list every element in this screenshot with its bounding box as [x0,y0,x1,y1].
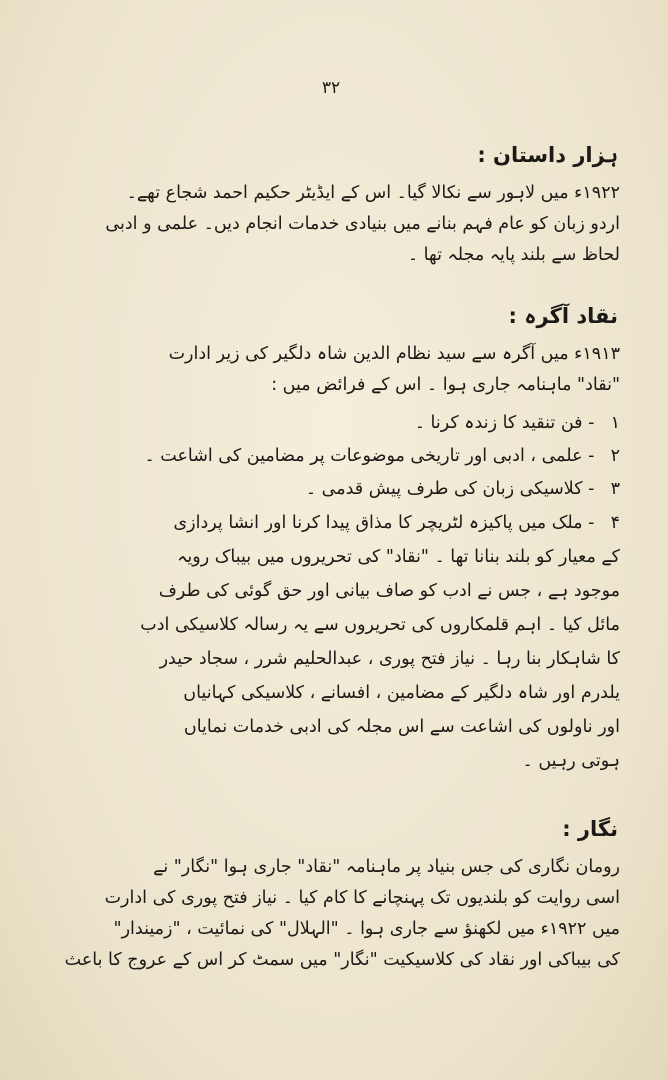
list-text: کلاسیکی زبان کی طرف پیش قدمی ۔ [305,479,583,499]
text-line: یلدرم اور شاہ دلگیر کے مضامین ، افسانے ، کلاسیکی کہانیاں [183,683,620,703]
list-number: ۱ [610,413,620,433]
list-number: ۳ [610,479,620,499]
list-text: علمی ، ادبی اور تاریخی موضوعات پر مضامین کی اشاعت ۔ [144,446,583,466]
text-line: مائل کیا ۔ اہم قلمکاروں کی تحریروں سے یہ رسالہ کلاسیکی ادب [140,615,620,635]
section-heading: ہزار داستان : [477,143,618,167]
list-number: ۲ [610,446,620,466]
section-nigar [42,814,620,976]
text-line: ۱۹۱۳ء میں آگرہ سے سید نظام الدین شاہ دلگیر کی زیر ادارت [168,344,620,364]
list-text: فن تنقید کا زندہ کرنا ۔ [414,413,583,433]
section-paragraph [42,852,620,976]
text-line: ۱۹۲۲ء میں لاہور سے نکالا گیا۔ اس کے ایڈیٹر حکیم احمد شجاع تھے۔ [126,183,620,203]
text-line: میں ۱۹۲۲ء میں لکھنؤ سے جاری ہوا ۔ "الہلال" کی نمائیت ، "زمیندار" [113,919,620,939]
text-line: کا شاہکار بنا رہا ۔ نیاز فتح پوری ، عبدالحلیم شرر ، سجاد حیدر [159,649,620,669]
section-hazar-dastan [42,140,620,271]
text-line: اور ناولوں کی اشاعت سے اس مجلہ کی ادبی خدمات نمایاں [183,717,620,737]
section-naqqad-agra [42,301,620,778]
list-item: ۱ - فن تنقید کا زندہ کرنا ۔ [42,407,620,440]
page-number: ۳۲ [321,78,341,98]
text-line: لحاظ سے بلند پایہ مجلہ تھا ۔ [407,245,620,265]
list-item: ۳ - کلاسیکی زبان کی طرف پیش قدمی ۔ [42,473,620,506]
section-heading: نگار : [562,817,618,841]
text-line: ہوتی رہیں ۔ [522,751,620,771]
section-heading: نقاد آگرہ : [508,304,618,328]
list-item: ۲ - علمی ، ادبی اور تاریخی موضوعات پر مضامین کی اشاعت ۔ [42,440,620,473]
text-line: اردو زبان کو عام فہم بنانے میں بنیادی خدمات انجام دیں۔ علمی و ادبی [105,214,620,234]
text-line: رومان نگاری کی جس بنیاد پر ماہنامہ "نقاد" جاری ہوا "نگار" نے [153,857,620,877]
text-line: موجود ہے ، جس نے ادب کو صاف بیانی اور حق گوئی کی طرف [158,581,620,601]
text-line: ۴ - ملک میں پاکیزہ لٹریچر کا مذاق پیدا کرنا اور انشا پردازی [42,506,620,540]
duties-list [42,407,620,778]
text-line: کے معیار کو بلند بنانا تھا ۔ "نقاد" کی تحریروں میں بیباک رویہ [177,547,620,567]
section-paragraph [42,339,620,401]
text-line: کی بیباکی اور نقاد کی کلاسیکیت "نگار" میں سمٹ کر اس کے عروج کا باعث [64,950,620,970]
list-item [42,506,620,778]
text-line: "نقاد" ماہنامہ جاری ہوا ۔ اس کے فرائض میں : [271,375,620,395]
list-number: ۴ [610,513,620,533]
section-paragraph [42,178,620,271]
list-text: ملک میں پاکیزہ لٹریچر کا مذاق پیدا کرنا اور انشا پردازی [173,513,583,533]
text-line: اسی روایت کو بلندیوں تک پہنچانے کا کام کیا ۔ نیاز فتح پوری کی ادارت [104,888,620,908]
